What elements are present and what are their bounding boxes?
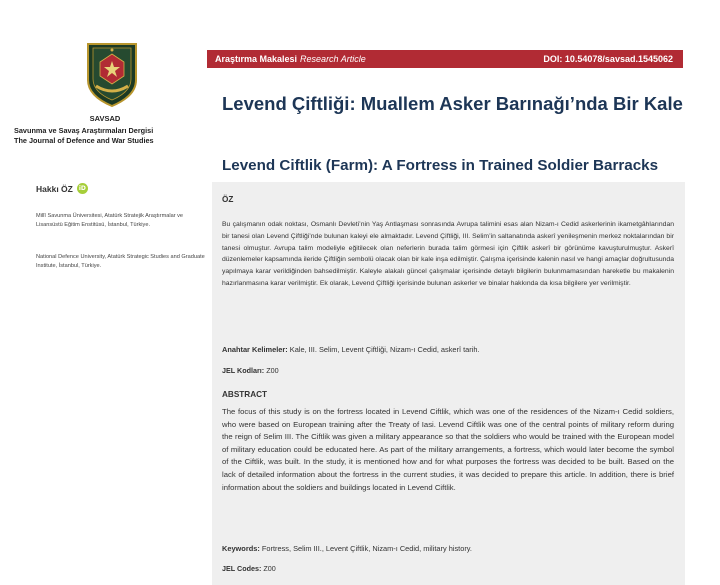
abstract-heading: ABSTRACT — [222, 390, 268, 399]
orcid-icon[interactable]: iD — [78, 185, 86, 192]
abstract-body: The focus of this study is on the fortress located in Levend Ciftlik, which was one of the residences of the Nizam-ı Cedid soldiers, who were based on European training after the Treaty of Iasi. Levend Ciftlik was one of the central points of military reform during the reign of Selim III. The Ciftlik was given a military appearance so that the soldiers who would be trained with the European model of military education could be educated here. As part of the military arrangements, a fortress, which would later become the symbol of the Ciftlik, was built. In the study, it is mentioned how and for what purposes the fortress was decided to be built. Based on the lack of detailed information about the fortress in the current studies, it was decided to prepare this article. In addition, there is brief information about the soldiers and buildings located in Levend Ciftlik. — [222, 407, 674, 492]
keywords-en-label: Keywords: — [222, 544, 260, 553]
author-name: Hakkı ÖZ — [36, 183, 73, 194]
jel-codes-en — [222, 564, 674, 573]
abstract-panel — [212, 182, 685, 585]
jel-en-value: Z00 — [263, 564, 276, 573]
title-en: Levend Ciftlik (Farm): A Fortress in Trained Soldier Barracks — [222, 157, 659, 174]
author — [36, 183, 88, 194]
keywords-en — [222, 544, 674, 553]
jel-en-label: JEL Codes: — [222, 564, 262, 573]
jel-tr-value: Z00 — [266, 366, 279, 375]
oz-heading: ÖZ — [222, 195, 234, 204]
article-header-bar — [207, 50, 683, 68]
keywords-en-value: Fortress, Selim III., Levent Çiftlik, Nizam-ı Cedid, military history. — [261, 544, 472, 553]
sidebar — [0, 0, 210, 585]
doi-link[interactable]: DOI: 10.54078/savsad.1545062 — [543, 54, 673, 64]
jel-codes-tr — [222, 366, 674, 375]
oz-body: Bu çalışmanın odak noktası, Osmanlı Devleti’nin Yaş Antlaşması sonrasında Avrupa talimini esas alan Nizam-ı Cedid askerlerinin ikametgâhlarından bir tanesi olan Levend Çiftliği’nde bulunan kaleyi ele almaktadır. Levend Çiftliği, III. Selim’in saltanatında askerî yenileşmenin merkez noktalarından bir tanesi olmuştur. Avrupa talim modeliyle eğitilecek olan neferlerin burada talim görmesi için Çiftlik askerî bir görünüme kavuşturulmuştur. Askerî düzenlemeler kapsamında ileride Çiftliğin sembolü olacak olan bir kale inşa edilmiştir. Çalışma içerisinde kalenin nasıl ve hangi amaçlar doğrultusunda yapılmaya karar verildiğinden bahsedilmiştir. Kaleyle alakalı güncel çalışmalar içerisinde detaylı bilgilerin bulunmamasından hareketle bu makalenin hazırlanmasına karar verilmiştir. Ek olarak, Levend Çiftliği içerisinde bulunan askerler ve binalar hakkında da kısa bilgilere yer verilmiştir. — [222, 221, 674, 287]
article-type-en: Research Article — [300, 54, 366, 64]
affiliation-tr: Millî Savunma Üniversitesi, Atatürk Stratejik Araştırmalar ve Lisansüstü Eğitim Enstitüsü, İstanbul, Türkiye. — [36, 213, 184, 228]
keywords-tr — [222, 345, 674, 354]
university-logo-icon — [84, 42, 140, 108]
affiliation-en: National Defence University, Atatürk Strategic Studies and Graduate Institute, İstanbul, Türkiye. — [36, 254, 205, 269]
article-type-tr: Araştırma Makalesi — [215, 54, 298, 64]
journal-name-en: The Journal of Defence and War Studies — [14, 136, 154, 145]
journal-abbreviation: SAVSAD — [89, 114, 121, 123]
article-type — [215, 54, 366, 64]
title-tr: Levend Çiftliği: Muallem Asker Barınağı’nda Bir Kale — [222, 93, 683, 114]
jel-tr-label: JEL Kodları: — [222, 366, 265, 375]
journal-name-tr: Savunma ve Savaş Araştırmaları Dergisi — [14, 126, 154, 135]
keywords-tr-value: Kale, III. Selim, Levent Çiftliği, Nizam-ı Cedid, askerî tarih. — [289, 345, 480, 354]
keywords-tr-label: Anahtar Kelimeler: — [222, 345, 288, 354]
